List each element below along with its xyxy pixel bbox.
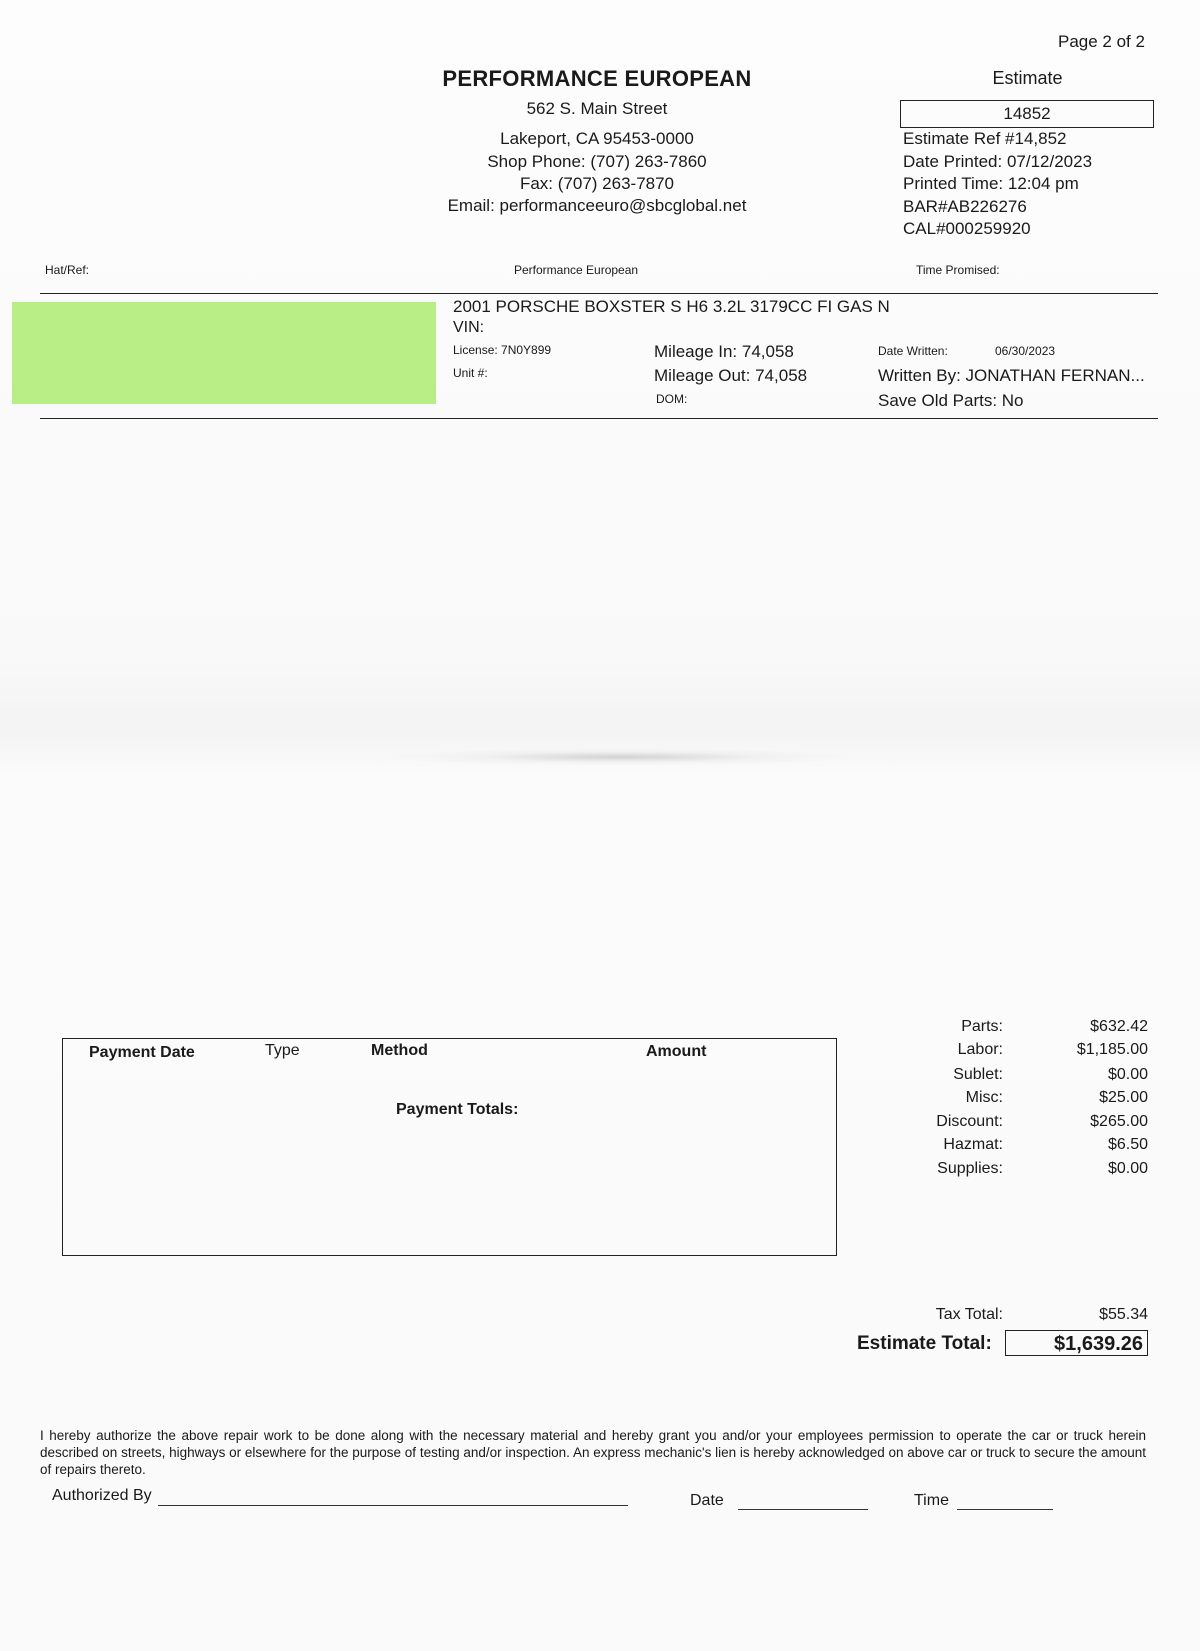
written-by: Written By: JONATHAN FERNAN...	[878, 366, 1145, 385]
summary-value: $0.00	[1107, 1160, 1148, 1177]
summary-row	[880, 1018, 1148, 1041]
summary-row	[880, 1089, 1148, 1112]
unit-label: Unit #:	[453, 366, 488, 380]
time-promised-label: Time Promised:	[916, 263, 1000, 277]
summary-label: Parts:	[961, 1018, 1003, 1035]
date-label: Date	[690, 1492, 724, 1509]
hat-ref-label: Hat/Ref:	[45, 263, 90, 277]
page-indicator: Page 2 of 2	[1058, 32, 1145, 51]
mileage-out: Mileage Out: 74,058	[654, 366, 808, 385]
time-line[interactable]	[957, 1509, 1053, 1510]
col-amount: Amount	[646, 1043, 707, 1060]
bar-number: BAR#AB226276	[903, 197, 1027, 216]
col-method: Method	[371, 1042, 428, 1059]
summary-label: Hazmat:	[943, 1136, 1003, 1153]
authorized-by-label: Authorized By	[52, 1487, 152, 1504]
summary-row	[880, 1113, 1148, 1136]
vin-label: VIN:	[453, 319, 485, 336]
dom-label: DOM:	[656, 392, 688, 406]
doc-type: Estimate	[992, 68, 1063, 88]
save-old-parts: Save Old Parts: No	[878, 391, 1024, 410]
estimate-ref: Estimate Ref #14,852	[903, 129, 1067, 148]
summary-label: Discount:	[936, 1113, 1003, 1130]
fold-crease	[380, 748, 860, 766]
estimate-total-value: $1,639.26	[1054, 1333, 1143, 1355]
date-line[interactable]	[738, 1509, 868, 1510]
summary-value: $0.00	[1107, 1066, 1148, 1083]
divider-top	[40, 293, 1158, 294]
shop-city: Lakeport, CA 95453-0000	[500, 129, 694, 148]
summary-label: Misc:	[965, 1089, 1003, 1106]
authorized-by-line[interactable]	[158, 1505, 628, 1506]
summary-row	[880, 1136, 1148, 1159]
shop-fax: Fax: (707) 263-7870	[519, 174, 675, 193]
summary-row	[880, 1066, 1148, 1089]
col-payment-date: Payment Date	[89, 1044, 195, 1061]
payment-table	[62, 1038, 837, 1256]
authorization-text: I hereby authorize the above repair work to be done along with the necessary material and hereby grant you and/or your employees permission to operate the car or truck herein described on streets, highways or elsewhere for the purpose of testing and/or inspection. An express mechanic's lien is hereby acknowledged on above car or truck to secure the amount of repairs thereto.	[40, 1428, 1146, 1477]
summary-value: $265.00	[1090, 1113, 1148, 1130]
summary-value: $632.42	[1090, 1018, 1148, 1035]
payment-totals-label: Payment Totals:	[396, 1101, 519, 1118]
license: License: 7N0Y899	[453, 343, 552, 357]
estimate-number: 14852	[1003, 104, 1051, 123]
date-written-value: 06/30/2023	[995, 344, 1056, 358]
shop-address: 562 S. Main Street	[526, 99, 668, 118]
estimate-total-box	[1005, 1330, 1148, 1356]
tax-total-label: Tax Total:	[935, 1306, 1003, 1323]
col-type: Type	[265, 1042, 300, 1059]
summary-value: $1,185.00	[1076, 1041, 1148, 1058]
printed-time: Printed Time: 12:04 pm	[903, 174, 1079, 193]
cal-number: CAL#000259920	[903, 219, 1031, 238]
summary-row	[880, 1041, 1148, 1064]
estimate-number-box	[900, 100, 1154, 128]
divider-vehicle	[40, 418, 1158, 419]
mileage-in: Mileage In: 74,058	[654, 342, 794, 361]
summary-label: Supplies:	[937, 1160, 1003, 1177]
tax-total-value: $55.34	[1099, 1306, 1148, 1323]
summary-label: Sublet:	[953, 1066, 1003, 1083]
shop-email: Email: performanceeuro@sbcglobal.net	[447, 196, 747, 215]
summary-label: Labor:	[957, 1041, 1003, 1058]
redacted-customer-info	[12, 302, 436, 404]
date-written-label: Date Written:	[878, 344, 948, 358]
shop-name: PERFORMANCE EUROPEAN	[442, 66, 752, 91]
shop-phone: Shop Phone: (707) 263-7860	[487, 152, 707, 171]
summary-value: $6.50	[1107, 1136, 1148, 1153]
vehicle-description: 2001 PORSCHE BOXSTER S H6 3.2L 3179CC FI GAS N	[453, 297, 890, 316]
time-label: Time	[914, 1492, 949, 1509]
estimate-total-label: Estimate Total:	[857, 1333, 992, 1354]
shop-label-small: Performance European	[514, 263, 639, 277]
summary-row	[880, 1160, 1148, 1183]
summary-value: $25.00	[1099, 1089, 1148, 1106]
tax-total-row	[880, 1306, 1148, 1329]
date-printed: Date Printed: 07/12/2023	[903, 152, 1093, 171]
